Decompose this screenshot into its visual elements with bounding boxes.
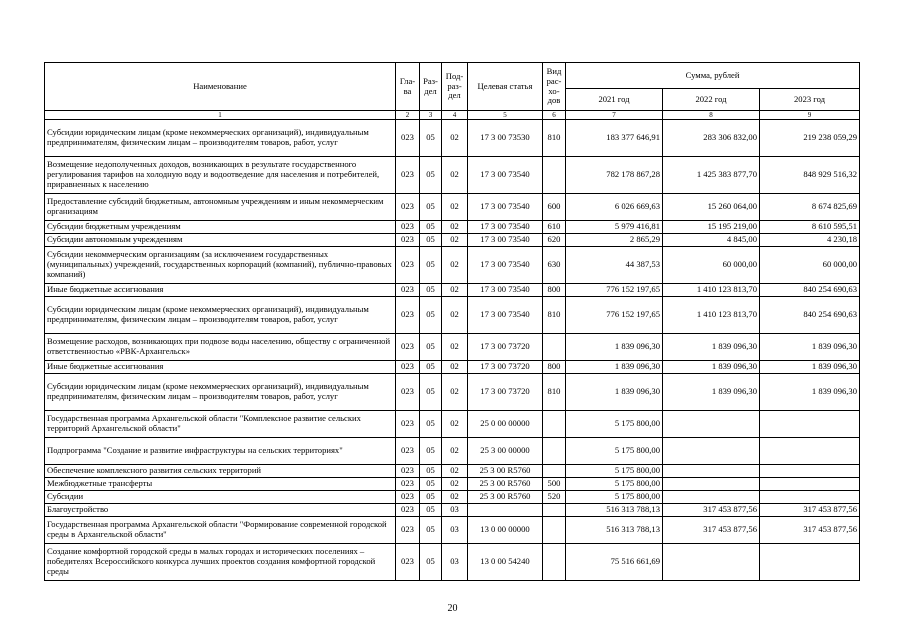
row-sum-2022: 4 845,00: [663, 234, 760, 247]
row-podrazdel: 02: [442, 221, 468, 234]
row-sum-2023: 1 839 096,30: [760, 374, 860, 411]
row-sum-2023: 317 453 877,56: [760, 504, 860, 517]
row-sum-2021: 776 152 197,65: [566, 297, 663, 334]
row-name: Обеспечение комплексного развития сельских территорий: [45, 465, 396, 478]
column-numbers-row: [45, 111, 860, 120]
row-sum-2021: 75 516 661,69: [566, 544, 663, 581]
row-sum-2023: [760, 465, 860, 478]
row-podrazdel: 02: [442, 120, 468, 157]
row-sum-2021: 516 313 788,13: [566, 504, 663, 517]
page-number: 20: [447, 603, 458, 614]
row-vid: [543, 465, 566, 478]
table-row: [45, 544, 860, 581]
row-podrazdel: 02: [442, 438, 468, 465]
row-sum-2022: [663, 438, 760, 465]
row-sum-2022: [663, 544, 760, 581]
table-row: [45, 374, 860, 411]
row-vid: 810: [543, 120, 566, 157]
row-vid: 810: [543, 297, 566, 334]
table-row: [45, 411, 860, 438]
row-sum-2023: 848 929 516,32: [760, 157, 860, 194]
row-target: 13 0 00 00000: [468, 517, 543, 544]
row-sum-2023: 219 238 059,29: [760, 120, 860, 157]
row-sum-2022: 60 000,00: [663, 247, 760, 284]
row-vid: 810: [543, 374, 566, 411]
row-name: Государственная программа Архангельской области "Комплексное развитие сельских территорий Архангельской области": [45, 411, 396, 438]
row-name: Субсидии юридическим лицам (кроме некоммерческих организаций), индивидуальным предпринимателям, физическим лицам – производителям товаров, работ, услуг: [45, 120, 396, 157]
table-row: [45, 465, 860, 478]
row-glava: 023: [396, 284, 420, 297]
row-vid: 520: [543, 491, 566, 504]
col-number: 8: [663, 111, 760, 120]
row-glava: 023: [396, 465, 420, 478]
row-podrazdel: 02: [442, 234, 468, 247]
row-glava: 023: [396, 247, 420, 284]
row-vid: [543, 438, 566, 465]
row-podrazdel: 02: [442, 491, 468, 504]
row-razdel: 05: [420, 504, 442, 517]
row-vid: [543, 411, 566, 438]
row-name: Субсидии: [45, 491, 396, 504]
row-sum-2023: [760, 478, 860, 491]
col-number: 1: [45, 111, 396, 120]
row-sum-2021: 5 175 800,00: [566, 478, 663, 491]
row-name: Возмещение недополученных доходов, возникающих в результате государственного регулирования тарифов на холодную воду и водоотведение для населения и потребителей, приравненных к населению: [45, 157, 396, 194]
row-sum-2021: 5 979 416,81: [566, 221, 663, 234]
row-sum-2021: 1 839 096,30: [566, 361, 663, 374]
row-podrazdel: 02: [442, 157, 468, 194]
row-target: 17 3 00 73540: [468, 234, 543, 247]
row-vid: 630: [543, 247, 566, 284]
row-sum-2022: 317 453 877,56: [663, 517, 760, 544]
row-razdel: 05: [420, 465, 442, 478]
row-glava: 023: [396, 221, 420, 234]
row-sum-2023: 1 839 096,30: [760, 334, 860, 361]
row-target: 17 3 00 73720: [468, 361, 543, 374]
row-sum-2022: 1 410 123 813,70: [663, 284, 760, 297]
row-podrazdel: 02: [442, 361, 468, 374]
header-razdel: Раз-дел: [420, 63, 442, 111]
header-sum: Сумма, рублей: [566, 63, 860, 89]
row-sum-2022: 15 260 064,00: [663, 194, 760, 221]
row-sum-2021: 776 152 197,65: [566, 284, 663, 297]
col-number: 6: [543, 111, 566, 120]
row-razdel: 05: [420, 247, 442, 284]
row-sum-2022: 1 839 096,30: [663, 361, 760, 374]
table-row: [45, 438, 860, 465]
row-name: Межбюджетные трансферты: [45, 478, 396, 491]
row-razdel: 05: [420, 478, 442, 491]
row-name: Субсидии некоммерческим организациям (за исключением государственных (муниципальных) учреждений, государственных корпораций (компаний), публично-правовых компаний): [45, 247, 396, 284]
row-sum-2022: 317 453 877,56: [663, 504, 760, 517]
col-number: 7: [566, 111, 663, 120]
row-podrazdel: 03: [442, 544, 468, 581]
row-glava: 023: [396, 120, 420, 157]
col-number: 9: [760, 111, 860, 120]
table-row: [45, 491, 860, 504]
row-razdel: 05: [420, 374, 442, 411]
table-body: [45, 120, 860, 581]
row-vid: 610: [543, 221, 566, 234]
row-name: Иные бюджетные ассигнования: [45, 284, 396, 297]
table-row: [45, 284, 860, 297]
row-podrazdel: 02: [442, 284, 468, 297]
row-name: Подпрограмма "Создание и развитие инфраструктуры на сельских территориях": [45, 438, 396, 465]
row-podrazdel: 02: [442, 374, 468, 411]
row-glava: 023: [396, 491, 420, 504]
row-sum-2021: 1 839 096,30: [566, 334, 663, 361]
row-sum-2023: [760, 411, 860, 438]
row-razdel: 05: [420, 411, 442, 438]
row-glava: 023: [396, 411, 420, 438]
row-sum-2022: [663, 478, 760, 491]
row-vid: 800: [543, 361, 566, 374]
table-row: [45, 194, 860, 221]
row-sum-2023: [760, 544, 860, 581]
header-podrazdel: Под-раз-дел: [442, 63, 468, 111]
row-vid: 500: [543, 478, 566, 491]
row-sum-2021: 5 175 800,00: [566, 491, 663, 504]
row-target: 17 3 00 73720: [468, 374, 543, 411]
row-sum-2022: 1 839 096,30: [663, 374, 760, 411]
table-row: [45, 361, 860, 374]
row-glava: 023: [396, 334, 420, 361]
row-target: 17 3 00 73540: [468, 247, 543, 284]
row-name: Субсидии юридическим лицам (кроме некоммерческих организаций), индивидуальным предпринимателям, физическим лицам – производителям товаров, работ, услуг: [45, 297, 396, 334]
row-razdel: 05: [420, 297, 442, 334]
row-razdel: 05: [420, 221, 442, 234]
row-podrazdel: 02: [442, 334, 468, 361]
row-target: 13 0 00 54240: [468, 544, 543, 581]
row-razdel: 05: [420, 517, 442, 544]
header-year-2021: 2021 год: [566, 89, 663, 111]
row-sum-2021: 5 175 800,00: [566, 438, 663, 465]
row-sum-2021: 183 377 646,91: [566, 120, 663, 157]
row-name: Субсидии юридическим лицам (кроме некоммерческих организаций), индивидуальным предпринимателям, физическим лицам – производителям товаров, работ, услуг: [45, 374, 396, 411]
row-vid: 600: [543, 194, 566, 221]
header-vid: Вид рас-хо-дов: [543, 63, 566, 111]
row-glava: 023: [396, 517, 420, 544]
row-sum-2021: 1 839 096,30: [566, 374, 663, 411]
row-vid: [543, 334, 566, 361]
table-row: [45, 120, 860, 157]
row-glava: 023: [396, 194, 420, 221]
row-sum-2021: 5 175 800,00: [566, 465, 663, 478]
col-number: 3: [420, 111, 442, 120]
row-name: Создание комфортной городской среды в малых городах и исторических поселениях – победителях Всероссийского конкурса лучших проектов создания комфортной городской среды: [45, 544, 396, 581]
row-sum-2021: 782 178 867,28: [566, 157, 663, 194]
row-name: Возмещение расходов, возникающих при подвозе воды населению, обществу с ограниченной ответственностью «РВК-Архангельск»: [45, 334, 396, 361]
row-sum-2022: 1 839 096,30: [663, 334, 760, 361]
row-target: [468, 504, 543, 517]
row-name: Субсидии бюджетным учреждениям: [45, 221, 396, 234]
header-glava: Гла-ва: [396, 63, 420, 111]
row-razdel: 05: [420, 157, 442, 194]
row-vid: 800: [543, 284, 566, 297]
row-razdel: 05: [420, 284, 442, 297]
table-row: [45, 334, 860, 361]
row-target: 17 3 00 73540: [468, 194, 543, 221]
row-razdel: 05: [420, 438, 442, 465]
row-target: 25 3 00 00000: [468, 438, 543, 465]
row-vid: [543, 504, 566, 517]
row-glava: 023: [396, 157, 420, 194]
row-podrazdel: 02: [442, 194, 468, 221]
row-glava: 023: [396, 438, 420, 465]
row-razdel: 05: [420, 120, 442, 157]
row-glava: 023: [396, 544, 420, 581]
row-sum-2022: 1 410 123 813,70: [663, 297, 760, 334]
table-row: [45, 247, 860, 284]
table-row: [45, 234, 860, 247]
row-vid: [543, 544, 566, 581]
row-podrazdel: 02: [442, 411, 468, 438]
row-sum-2023: 8 610 595,51: [760, 221, 860, 234]
row-sum-2022: [663, 465, 760, 478]
row-razdel: 05: [420, 491, 442, 504]
budget-table: [44, 62, 860, 581]
header-year-2023: 2023 год: [760, 89, 860, 111]
row-podrazdel: 02: [442, 247, 468, 284]
row-podrazdel: 02: [442, 465, 468, 478]
row-sum-2023: [760, 491, 860, 504]
table-row: [45, 157, 860, 194]
row-target: 25 0 00 00000: [468, 411, 543, 438]
row-podrazdel: 03: [442, 517, 468, 544]
row-sum-2023: 8 674 825,69: [760, 194, 860, 221]
table-row: [45, 297, 860, 334]
row-sum-2022: 283 306 832,00: [663, 120, 760, 157]
row-razdel: 05: [420, 361, 442, 374]
row-podrazdel: 03: [442, 504, 468, 517]
row-glava: 023: [396, 374, 420, 411]
row-razdel: 05: [420, 544, 442, 581]
row-vid: 620: [543, 234, 566, 247]
row-sum-2023: 60 000,00: [760, 247, 860, 284]
row-sum-2022: 15 195 219,00: [663, 221, 760, 234]
row-sum-2021: 516 313 788,13: [566, 517, 663, 544]
row-name: Предоставление субсидий бюджетным, автономным учреждениям и иным некоммерческим организациям: [45, 194, 396, 221]
row-name: Благоустройство: [45, 504, 396, 517]
row-razdel: 05: [420, 194, 442, 221]
row-sum-2022: [663, 411, 760, 438]
row-sum-2021: 6 026 669,63: [566, 194, 663, 221]
row-name: Государственная программа Архангельской области "Формирование современной городской среды в Архангельской области": [45, 517, 396, 544]
row-sum-2022: [663, 491, 760, 504]
row-vid: [543, 157, 566, 194]
table-row: [45, 221, 860, 234]
col-number: 4: [442, 111, 468, 120]
header-year-2022: 2022 год: [663, 89, 760, 111]
row-sum-2023: 840 254 690,63: [760, 297, 860, 334]
row-sum-2023: 840 254 690,63: [760, 284, 860, 297]
row-glava: 023: [396, 478, 420, 491]
row-razdel: 05: [420, 234, 442, 247]
row-podrazdel: 02: [442, 297, 468, 334]
row-vid: [543, 517, 566, 544]
row-target: 25 3 00 R5760: [468, 465, 543, 478]
header-name: Наименование: [45, 63, 396, 111]
table-row: [45, 504, 860, 517]
row-glava: 023: [396, 297, 420, 334]
row-sum-2023: 4 230,18: [760, 234, 860, 247]
row-glava: 023: [396, 504, 420, 517]
row-target: 17 3 00 73540: [468, 284, 543, 297]
header-target: Целевая статья: [468, 63, 543, 111]
row-target: 17 3 00 73540: [468, 157, 543, 194]
row-sum-2023: 317 453 877,56: [760, 517, 860, 544]
row-target: 17 3 00 73720: [468, 334, 543, 361]
row-sum-2021: 5 175 800,00: [566, 411, 663, 438]
table-row: [45, 517, 860, 544]
row-glava: 023: [396, 234, 420, 247]
row-name: Иные бюджетные ассигнования: [45, 361, 396, 374]
row-sum-2023: [760, 438, 860, 465]
row-podrazdel: 02: [442, 478, 468, 491]
row-sum-2021: 44 387,53: [566, 247, 663, 284]
row-sum-2022: 1 425 383 877,70: [663, 157, 760, 194]
table-row: [45, 478, 860, 491]
row-razdel: 05: [420, 334, 442, 361]
row-target: 17 3 00 73540: [468, 221, 543, 234]
col-number: 2: [396, 111, 420, 120]
row-target: 25 3 00 R5760: [468, 491, 543, 504]
row-target: 25 3 00 R5760: [468, 478, 543, 491]
row-sum-2021: 2 865,29: [566, 234, 663, 247]
row-glava: 023: [396, 361, 420, 374]
row-name: Субсидии автономным учреждениям: [45, 234, 396, 247]
row-sum-2023: 1 839 096,30: [760, 361, 860, 374]
col-number: 5: [468, 111, 543, 120]
row-target: 17 3 00 73540: [468, 297, 543, 334]
row-target: 17 3 00 73530: [468, 120, 543, 157]
table-header: [45, 63, 860, 120]
